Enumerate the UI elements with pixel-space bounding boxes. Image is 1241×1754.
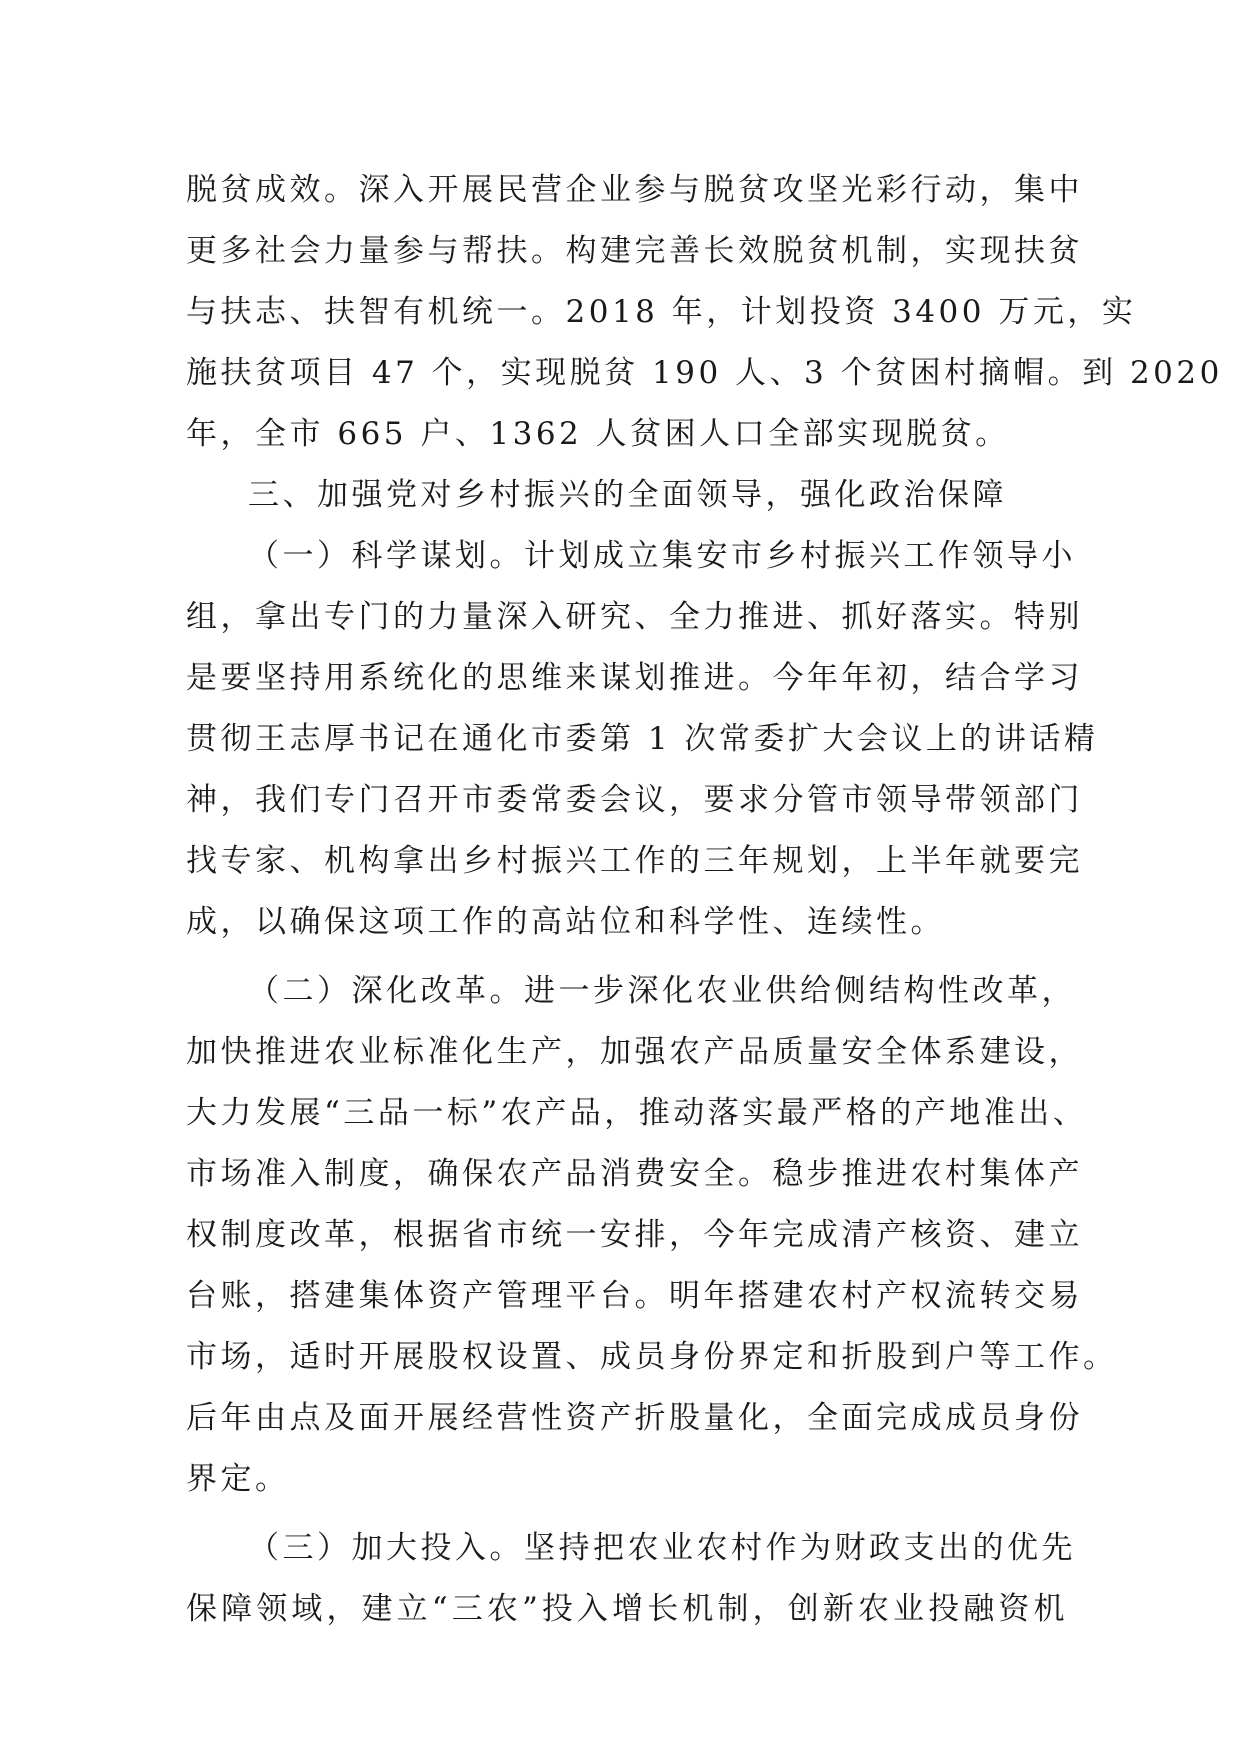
paragraph-gap xyxy=(186,1510,1068,1518)
text-line: 市场准入制度，确保农产品消费安全。稳步推进农村集体产 xyxy=(186,1156,1083,1192)
text-line: 神，我们专门召开市委常委会议，要求分管市领导带领部门 xyxy=(186,782,1083,818)
paragraph-gap xyxy=(186,953,1068,961)
text-line: 组，拿出专门的力量深入研究、全力推进、抓好落实。特别 xyxy=(186,599,1083,635)
text-line: 市场，适时开展股权设置、成员身份界定和折股到户等工作。 xyxy=(186,1339,1118,1375)
text-line: 脱贫成效。深入开展民营企业参与脱贫攻坚光彩行动，集中 xyxy=(186,172,1083,208)
text-line: 界定。 xyxy=(186,1461,290,1497)
text-line: 加快推进农业标准化生产，加强农产品质量安全体系建设， xyxy=(186,1034,1083,1070)
text-line: 成，以确保这项工作的高站位和科学性、连续性。 xyxy=(186,904,945,940)
text-line: 保障领域，建立“三农”投入增长机制，创新农业投融资机 xyxy=(186,1591,1068,1627)
document-body xyxy=(186,160,1223,1640)
text-line: 台账，搭建集体资产管理平台。明年搭建农村产权流转交易 xyxy=(186,1278,1083,1314)
paragraph-deepen-reform xyxy=(186,961,1118,1510)
text-line: 权制度改革，根据省市统一安排，今年完成清产核资、建立 xyxy=(186,1217,1083,1253)
text-line: （三）加大投入。坚持把农业农村作为财政支出的优先 xyxy=(248,1530,1076,1566)
text-line: （一）科学谋划。计划成立集安市乡村振兴工作领导小 xyxy=(248,538,1076,574)
paragraph-poverty-results xyxy=(186,160,1223,465)
text-line: （二）深化改革。进一步深化农业供给侧结构性改革， xyxy=(248,973,1076,1009)
paragraph-scientific-planning xyxy=(186,526,1099,953)
text-line: 贯彻王志厚书记在通化市委第 1 次常委扩大会议上的讲话精 xyxy=(186,721,1099,757)
text-line: 更多社会力量参与帮扶。构建完善长效脱贫机制，实现扶贫 xyxy=(186,233,1083,269)
text-line: 年，全市 665 户、1362 人贫困人口全部实现脱贫。 xyxy=(186,416,1010,452)
text-line: 后年由点及面开展经营性资产折股量化，全面完成成员身份 xyxy=(186,1400,1083,1436)
text-line: 与扶志、扶智有机统一。2018 年，计划投资 3400 万元，实 xyxy=(186,294,1137,330)
paragraph-increase-investment xyxy=(186,1518,1076,1640)
section-heading xyxy=(186,465,1068,526)
text-line: 施扶贫项目 47 个，实现脱贫 190 人、3 个贫困村摘帽。到 2020 xyxy=(186,355,1223,391)
text-line: 是要坚持用系统化的思维来谋划推进。今年年初，结合学习 xyxy=(186,660,1083,696)
text-line: 找专家、机构拿出乡村振兴工作的三年规划，上半年就要完 xyxy=(186,843,1083,879)
text-line: 大力发展“三品一标”农产品，推动落实最严格的产地准出、 xyxy=(186,1095,1088,1131)
section-heading-text: 三、加强党对乡村振兴的全面领导，强化政治保障 xyxy=(248,477,1007,513)
